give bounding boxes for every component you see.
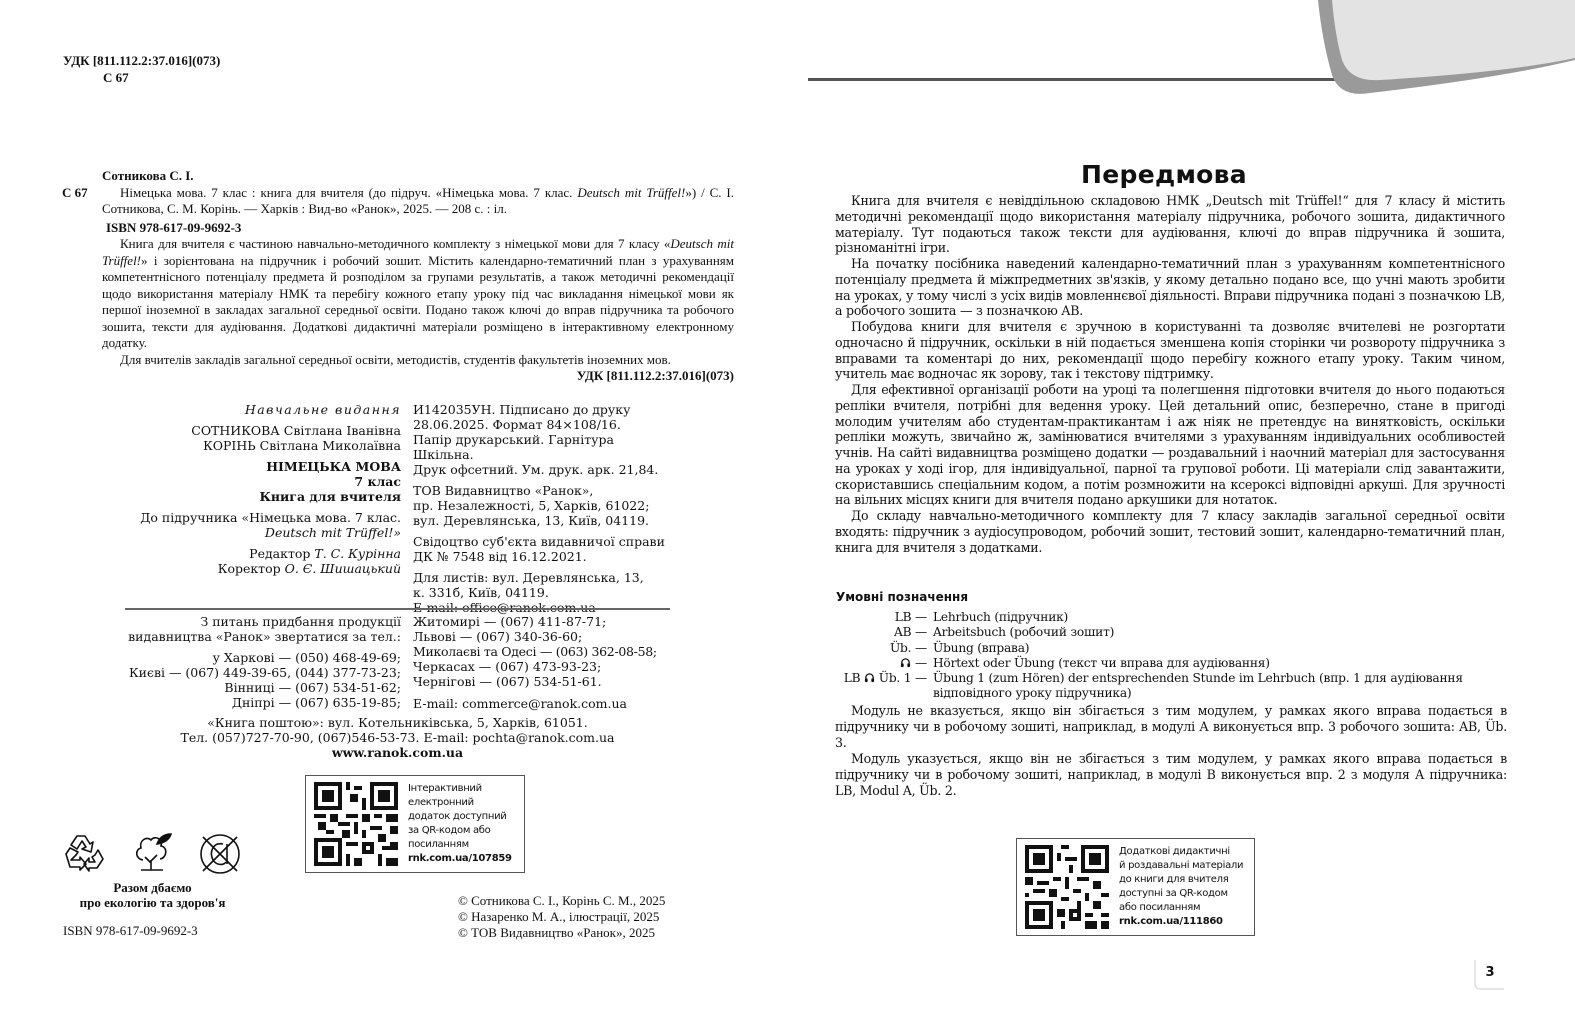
qr-link[interactable]: rnk.com.ua/107859 [408,853,512,864]
commerce-email: E-mail: commerce@ranok.com.ua [413,696,627,711]
page-corner-tab [1300,0,1575,100]
mail-order-address: «Книга поштою»: вул. Котельниківська, 5, Харків, 61051. [207,715,588,730]
qr-caption [1109,845,1243,929]
qr-caption [398,782,512,866]
publisher-2: пр. Незалежності, 5, Харків, 61022; [413,498,650,513]
eco-caption-2: про екологію та здоров'я [79,895,226,910]
textbook-ref-italic: Deutsch mit Trüffel!» [264,525,401,540]
qr-box-additional-materials [1016,838,1255,936]
legend-key-post: Üb. 1 — [875,671,927,686]
headphones-icon [864,672,875,683]
legend-value: Übung 1 (zum Hören) der entsprechenden Stunde im Lehrbuch (впр. 1 для аудіювання відповідного уроку підручника) [933,671,1463,701]
publisher-3: вул. Деревлянська, 13, Київ, 04119. [413,513,650,528]
preface-paragraph: Книга для вчителя є невіддільною складовою НМК „Deutsch mit Trüffel!“ для 7 класу й містить методичні рекомендації щодо використання матеріалу підручника, робочого зошита, дидактичного матеріалу. Тут подаються також тексти для аудіювання, ключі до вправ підручника й зошита, різноманітні ігри. [835,193,1505,256]
phone-zhytomyr: Житомирі — (067) 411-87-71; [413,614,607,629]
qr-caption-1: Додаткові дидактичні [1119,846,1230,857]
phone-cherkasy: Черкасах — (067) 473-93-23; [413,659,602,674]
qr-caption-4: за QR-кодом або [408,825,491,836]
udk-header [63,52,220,86]
qr-code-icon[interactable] [314,782,398,866]
sales-contacts [125,614,670,760]
bibliographic-record [62,168,734,385]
phone-dnipro: Дніпрі — (067) 635-19-85; [231,695,401,710]
book-title-block [125,459,401,504]
book-type: Книга для вчителя [259,489,401,504]
textbook-ref-text: До підручника «Німецька мова. 7 клас. [140,510,401,525]
proofreader-label: Коректор [217,561,285,576]
preface-paragraph: До складу навчально-методичного комплекту для 7 класу закладів загальної середньої освіти входять: підручник з аудіосупроводом, робочий зошит, тестовий зошит, календарно-тематичний план, книга для вчителя з додатками. [835,508,1505,555]
imprint-right [407,402,670,621]
qr-caption-2: й роздавальні матеріали [1119,860,1244,871]
qr-box-interactive-supplement [305,775,525,873]
legend-row [835,671,1507,702]
author-2: КОРІНЬ Світлана Миколаївна [203,438,401,453]
biblio-entry-title-italic: Deutsch mit Trüffel! [577,184,686,200]
qr-caption-3: додаток доступний [408,811,507,822]
legend-key: Üb. — [889,640,927,655]
preface-paragraph: Для ефективної організації роботи на уроці та полегшення підготовки вчителя до нього подаються репліки вчителя, потрібні для ведення уроку. Цей детальний опис, безперечно, стане в пригоді молодим учителям або студентам-практикантам і аж ніяк не претендує на винятковість, оскільки репліки можуть, звичайно ж, замінюватися вчителями з урахуванням індивідуальних особливостей учнів. На сайті видавництва розміщено додатки — роздавальний і наочний матеріал для застосування на уроках у ході ігор, для індивідуальної, парної та групової роботи. Ці матеріали слід завантажити, скориставшись спеціальним кодом, а потім розмножити на ксероксі відповідні аркуші. Для зручності на вільних місцях книги для вчителя подано аркушики для нотаток. [835,382,1505,508]
udk-bottom: УДК [811.112.2:37.016](073) [576,368,734,383]
phone-vinnytsia: Вінниці — (067) 534-51-62; [224,680,401,695]
edition-type: Навчальне видання [244,402,401,417]
publisher [413,483,670,528]
phone-lviv: Львові — (067) 340-36-60; [413,629,583,644]
copyright-block [458,893,665,941]
print-info-2: 28.06.2025. Формат 84×108/16. [413,417,621,432]
biblio-entry-row [62,185,734,218]
legend-value: Arbeitsbuch (робочий зошит) [933,625,1115,640]
qr-caption-1: Інтерактивний [408,783,482,794]
qr-caption-4: доступні за QR-кодом [1119,888,1228,899]
contacts-intro-1: З питань придбання продукції [200,614,401,629]
book-title: НІМЕЦЬКА МОВА [266,459,401,474]
legend-row [835,641,1507,656]
editor-name: Т. С. Курінна [314,546,401,561]
page-title: Передмова [1081,160,1247,189]
contacts-right [407,614,670,711]
proofreader-name: О. Є. Шишацький [284,561,401,576]
legend-key: AB — [893,625,927,640]
mail-order-phones: Тел. (057)727-70-90, (067)546-53-73. E-mail: pochta@ranok.com.ua [180,730,615,745]
grade: 7 клас [354,474,401,489]
print-info-1: И142035УН. Підписано до друку [413,402,631,417]
annotation [102,236,734,352]
imprint [125,402,670,621]
editor-label: Редактор [249,546,315,561]
author-1: СОТНИКОВА Світлана Іванівна [191,423,401,438]
annotation-italic: Deutsch mit Trüffel! [102,236,734,268]
legend-value: Übung (вправа) [933,640,1030,655]
certificate-1: Свідоцтво суб'єкта видавничої справи [413,534,665,549]
certificate-2: ДК № 7548 від 16.12.2021. [413,549,587,564]
letters-1: Для листів: вул. Деревлянська, 13, [413,570,644,585]
legend [835,610,1507,702]
authors [125,423,401,453]
legend-value: Lehrbuch (підручник) [933,610,1069,624]
copyright-line: © ТОВ Видавництво «Ранок», 2025 [458,925,655,940]
contacts-intro-2: видавництва «Ранок» звертатися за тел.: [128,629,401,644]
legend-title: Умовні позначення [836,590,969,604]
isbn-bottom: ISBN 978-617-09-9692-3 [63,923,198,938]
module-notes [835,703,1507,799]
audience: Для вчителів закладів загальної середньої освіти, методистів, студентів факультетів іноземних мов. [120,351,671,367]
preface-paragraph: На початку посібника наведений календарно-тематичний план з урахуванням компетентнісного потенціалу предмета й міжпредметних зв'язків, у якому детально подано все, що учні мають зробити на уроках, у тому числі з усіх видів мовленнєвої діяльності. Вправи підручника подані з позначкою LB, а робочого зошита — з позначкою AB. [835,256,1505,319]
left-page [0,0,787,1024]
print-info-3: Папір друкарський. Гарнітура Шкільна. [413,432,614,462]
certificate [413,534,670,564]
no-chlorine-icon [197,830,243,876]
contacts-left [125,614,407,711]
legend-row [835,656,1507,671]
qr-caption-5: або посиланням [1119,902,1201,913]
legend-key-dash: — [911,655,927,670]
legend-key-pre: LB [843,671,865,686]
qr-link[interactable]: rnk.com.ua/111860 [1119,916,1223,927]
eco-caption [60,880,245,910]
phone-kyiv: Києві — (067) 449-39-65, (044) 377-73-23; [128,665,401,680]
module-note: Модуль указується, якщо він не збігається з тим модулем, у рамках якого вправа подається в підручнику чи в робочому зошиті, наприклад, в модулі В виконується впр. 2 з модуля А підручника: LB, Modul A, Üb. 2. [835,751,1507,798]
eco-block [60,830,245,910]
copyright-line: © Назаренко М. А., ілюстрації, 2025 [458,909,660,924]
preface-paragraph: Побудова книги для вчителя є зручною в користуванні та дозволяє вчителеві не розгортати одночасно й підручник, оскільки в ній подається зменшена копія сторінки чи розвороту підручника з вправами та коментарі до них, рекомендації щодо перебігу кожного етапу уроку. Таким чином, учитель має водночас як зорову, так і текстову підтримку. [835,319,1505,382]
publisher-1: ТОВ Видавництво «Ранок», [413,483,594,498]
headphones-icon [900,657,911,668]
tree-icon [129,830,175,876]
annotation-text: Книга для вчителя є частиною навчально-методичного комплекту з німецької мови для 7 класу « [120,236,671,251]
phone-chernihiv: Чернігові — (067) 534-51-61. [413,674,602,689]
imprint-left [125,402,407,621]
eco-caption-1: Разом дбаємо [113,880,192,895]
author-heading: Сотникова С. І. [102,168,194,183]
divider [125,608,670,610]
copyright-line: © Сотникова С. І., Корінь С. М., 2025 [458,893,666,908]
legend-key [835,671,927,702]
legend-row [835,610,1507,625]
mail-order [125,715,670,760]
legend-row [835,625,1507,640]
contacts-intro [125,614,401,644]
legend-value: Hörtext oder Übung (текст чи вправа для аудіювання) [933,655,1270,670]
letters-2: к. 331б, Київ, 04119. [413,585,549,600]
class-code-top: С 67 [103,70,129,85]
biblio-entry-text: Німецька мова. 7 клас : книга для вчителя (до підруч. «Німецька мова. 7 клас. [120,184,578,200]
annotation-text-2: » і зорієнтована на підручник і робочий зошит. Містить календарно-тематичний план з урахуванням компетентнісного потенціалу предмета й розподілом за групами результатів, а також методичні рекомендації щодо використання матеріалу НМК та перебігу кожного етапу уроку під час викладання німецької мови як першої іноземної в закладах загальної середньої освіти. Подано також ключі до вправ підручника та робочого зошита, тексти для аудіювання. Додаткові дидактичні матеріали розміщено в інтерактивному електронному додатку. [102,252,734,350]
qr-caption-3: до книги для вчителя [1119,874,1229,885]
preface-text [835,193,1505,555]
staff [125,546,401,576]
legend-key: LB — [894,610,927,624]
qr-caption-5: посиланням [408,839,469,850]
phone-kharkiv: у Харкові — (050) 468-49-69; [212,650,401,665]
module-note: Модуль не вказується, якщо він збігається з тим модулем, у рамках якого вправа подається в підручнику чи в робочому зошиті, наприклад, в модулі А виконується впр. 3 робочого зошита: AB, Üb. 3. [835,703,1507,750]
website-link[interactable]: www.ranok.com.ua [331,745,464,760]
legend-key [835,656,927,671]
print-info [413,402,670,477]
print-info-4: Друк офсетний. Ум. друк. арк. 21,84. [413,462,659,477]
qr-caption-2: електронний [408,797,474,808]
phone-mykolaiv-odesa: Миколаєві та Одесі — (063) 362-08-58; [413,644,657,659]
biblio-entry-text-2: ») / С. І. Сотникова, С. М. Корінь. — Харків : Вид-во «Ранок», 2025. — 208 с. : іл. [102,184,734,216]
page-number: 3 [1485,965,1495,980]
qr-code-icon[interactable] [1025,845,1109,929]
textbook-ref [125,510,401,540]
udk-code: УДК [811.112.2:37.016](073) [63,53,221,68]
recycle-icon [60,830,106,876]
class-code: С 67 [62,184,88,200]
biblio-entry [102,185,734,218]
isbn: ISBN 978-617-09-9692-3 [106,219,242,235]
